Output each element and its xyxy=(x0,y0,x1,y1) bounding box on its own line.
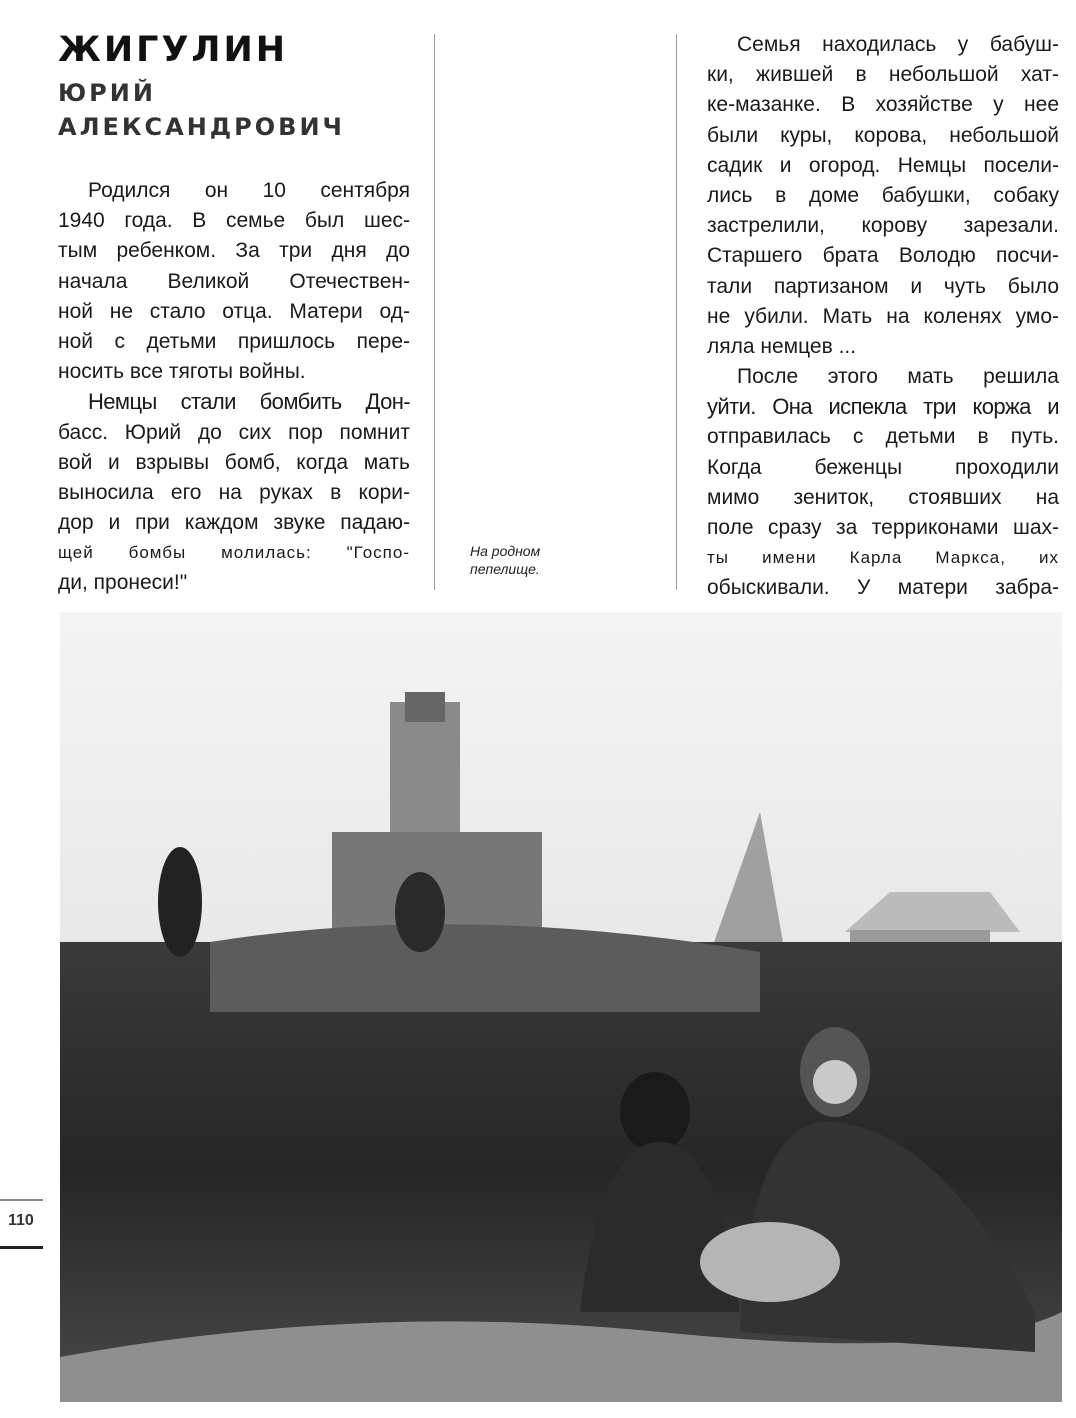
text-line: ты имени Карла Маркса, их xyxy=(707,548,1059,568)
text-line: После этого мать решила xyxy=(737,365,1059,389)
figure xyxy=(158,847,202,957)
page-number-rule-top xyxy=(0,1199,43,1201)
text-line: тым ребенком. За три дня до xyxy=(58,239,410,263)
page-number-rule-bottom xyxy=(0,1246,43,1249)
text-line: носить все тяготы войны. xyxy=(58,360,306,384)
text-line: ди, пронеси!" xyxy=(58,571,188,595)
text-line: ной с детьми пришлось пере- xyxy=(58,329,410,353)
caption-line: На родном xyxy=(470,543,541,559)
figure xyxy=(395,872,445,952)
text-line: отправилась с детьми в путь. xyxy=(707,425,1059,449)
page-number: 110 xyxy=(8,1212,34,1229)
text-line: лись в доме бабушки, собаку xyxy=(707,183,1059,207)
text-line: Родился он 10 сентября xyxy=(88,179,410,202)
text-line: ки, жившей в небольшой хат- xyxy=(707,63,1059,87)
text-line: Немцы стали бомбить Дон- xyxy=(88,389,410,415)
text-line: были куры, корова, небольшой xyxy=(707,123,1059,147)
patronymic-heading: АЛЕКСАНДРОВИЧ xyxy=(58,113,345,141)
text-line: 1940 года. В семье был шес- xyxy=(58,209,410,233)
text-line: щей бомбы молилась: "Госпо- xyxy=(58,543,410,563)
text-line: поле сразу за терриконами шах- xyxy=(707,516,1059,539)
text-line: Семья находилась у бабуш- xyxy=(737,33,1059,56)
text-line: ной не стало отца. Матери од- xyxy=(58,299,410,323)
text-line: не убили. Мать на коленях умо- xyxy=(707,304,1059,328)
column-divider xyxy=(434,34,435,590)
text-line: застрелили, корову зарезали. xyxy=(707,214,1059,238)
surname-heading: ЖИГУЛИН xyxy=(58,30,289,70)
text-line: уйти. Она испекла три коржа и xyxy=(707,394,1059,420)
text-line: Когда беженцы проходили xyxy=(707,455,1059,479)
article-column-3 xyxy=(707,30,1059,604)
war-ruins-photo xyxy=(60,612,1062,1402)
text-line: обыскивали. У матери забра- xyxy=(707,576,1059,600)
text-line: дор и при каждом звуке падаю- xyxy=(58,511,410,535)
text-line: ляла немцев ... xyxy=(707,334,857,358)
text-line: выносила его на руках в кори- xyxy=(58,480,410,504)
text-line: мимо зениток, стоявших на xyxy=(707,485,1059,509)
photo-caption xyxy=(470,542,540,578)
text-line: вой и взрывы бомб, когда мать xyxy=(58,450,410,474)
text-line: тали партизаном и чуть было xyxy=(707,274,1059,298)
text-line: начала Великой Отечествен- xyxy=(58,269,410,293)
text-line: ке-мазанке. В хозяйстве у нее xyxy=(707,93,1059,117)
text-line: садик и огород. Немцы посели- xyxy=(707,153,1059,177)
text-line: басс. Юрий до сих пор помнит xyxy=(58,420,410,444)
article-column-1 xyxy=(58,176,410,599)
column-divider xyxy=(676,34,677,590)
caption-line: пепелище. xyxy=(470,561,540,577)
text-line: Старшего брата Володю посчи- xyxy=(707,244,1059,268)
name-heading: ЮРИЙ xyxy=(58,79,156,107)
